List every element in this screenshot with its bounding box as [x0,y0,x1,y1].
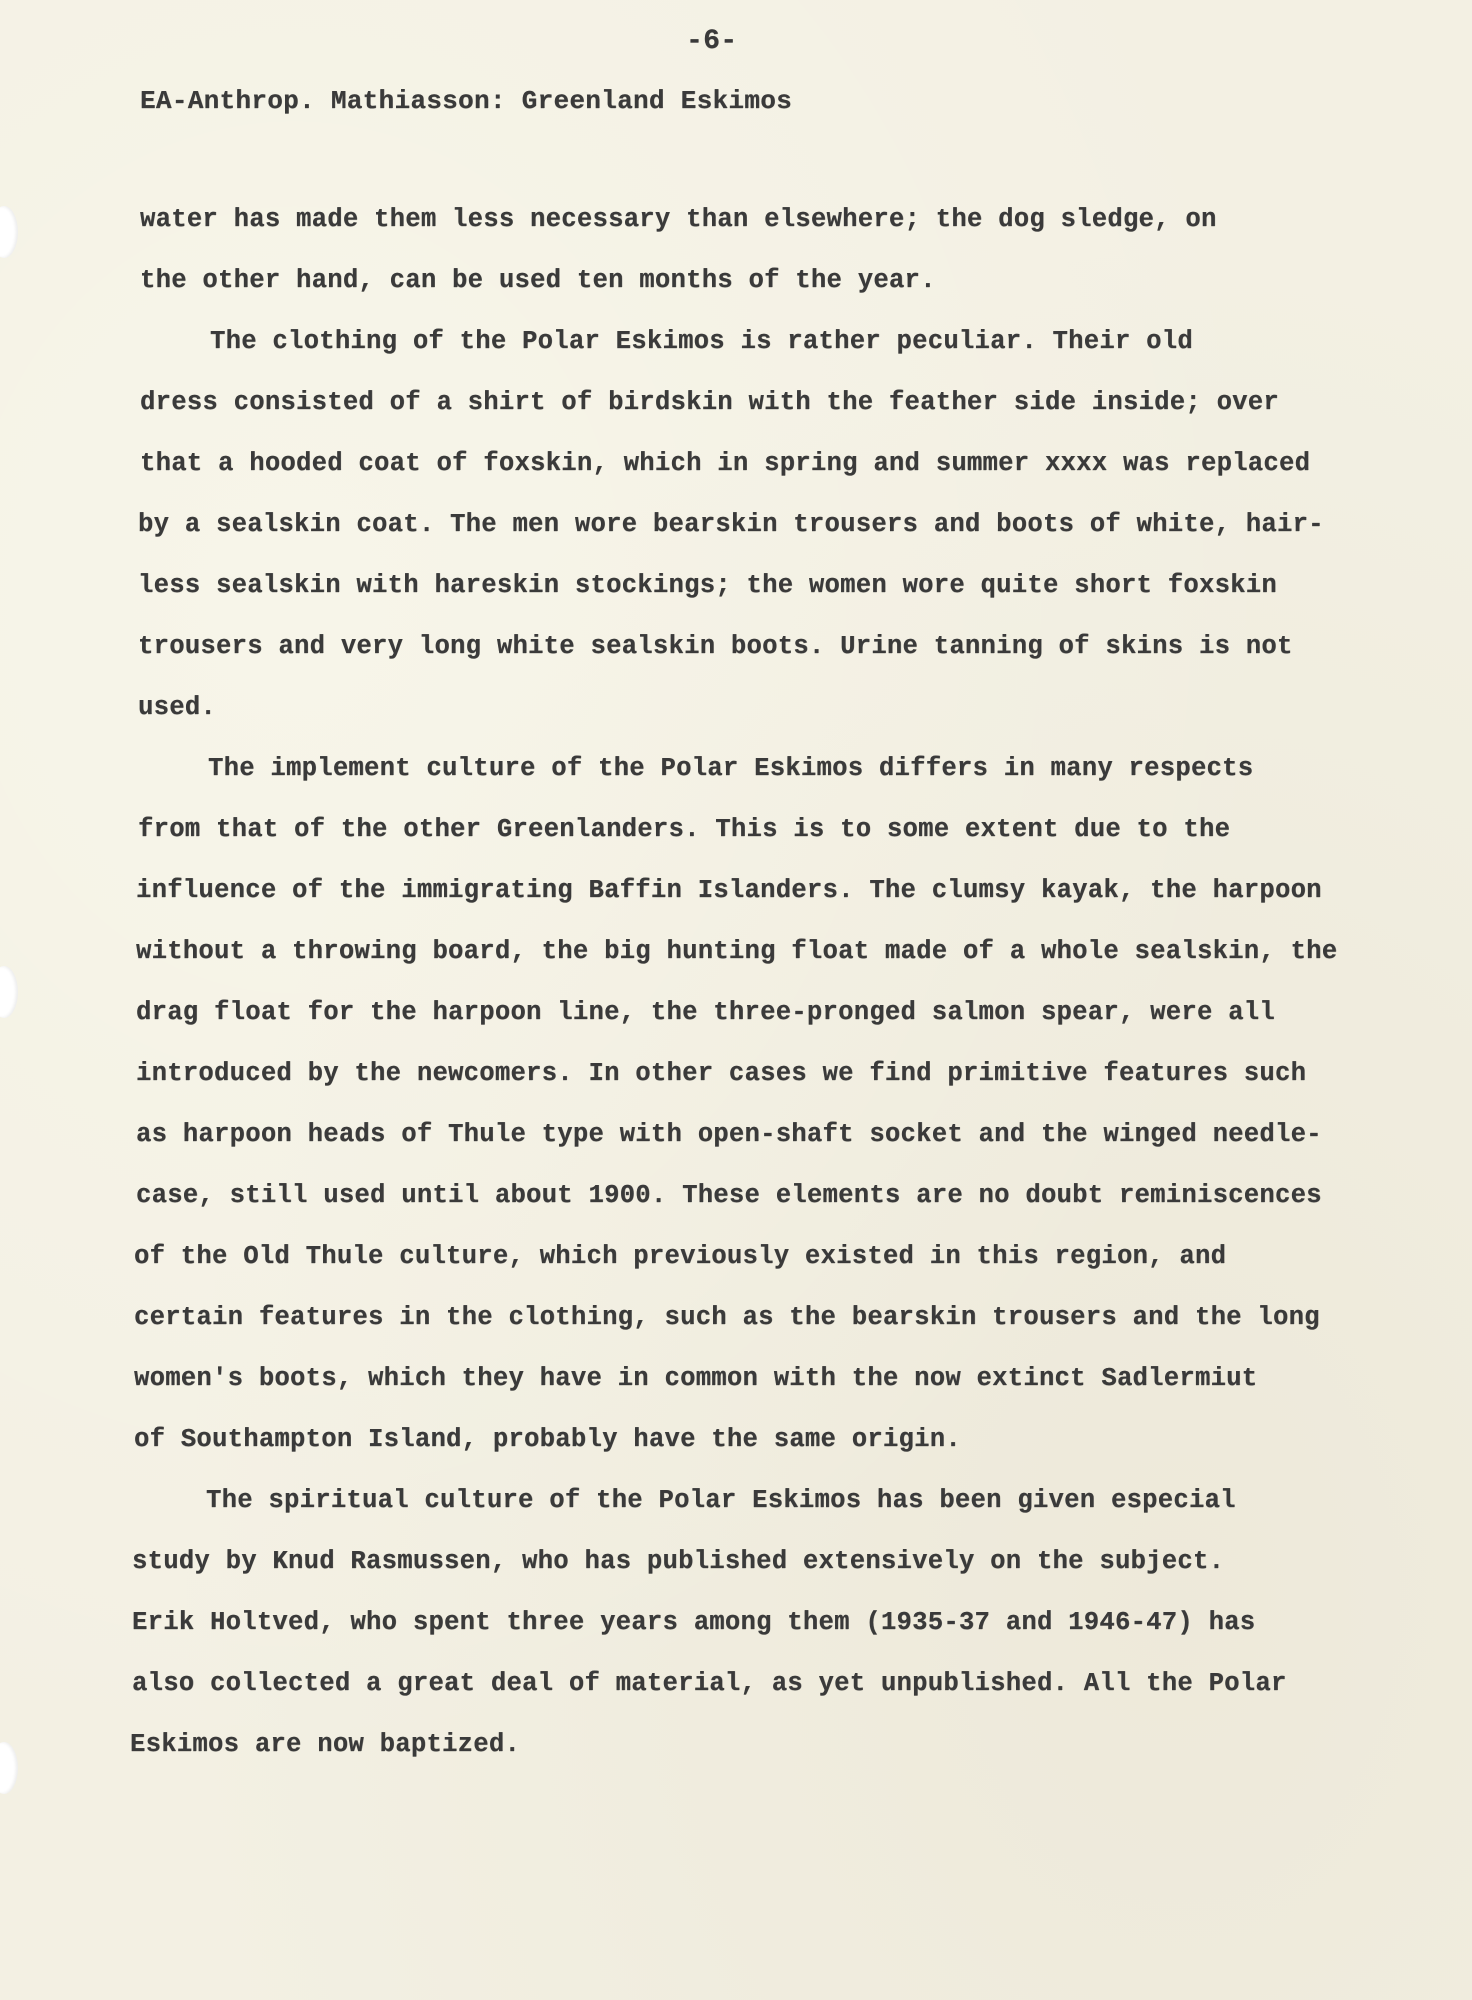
text-line: water has made them less necessary than elsewhere; the dog sledge, on [140,205,1217,234]
text-line: trousers and very long white sealskin boots. Urine tanning of skins is not [138,632,1293,661]
text-line: introduced by the newcomers. In other cases we find primitive features such [136,1059,1307,1088]
text-line: from that of the other Greenlanders. This is to some extent due to the [138,815,1231,844]
text-line: The implement culture of the Polar Eskimos differs in many respects [208,754,1254,783]
text-line: women's boots, which they have in common with the now extinct Sadlermiut [134,1364,1258,1393]
text-line: as harpoon heads of Thule type with open-shaft socket and the winged needle- [136,1120,1322,1149]
text-line: Erik Holtved, who spent three years among them (1935-37 and 1946-47) has [132,1608,1256,1637]
text-line: influence of the immigrating Baffin Islanders. The clumsy kayak, the harpoon [136,876,1322,905]
text-line: case, still used until about 1900. These elements are no doubt reminiscences [136,1181,1322,1210]
text-line: dress consisted of a shirt of birdskin with the feather side inside; over [140,388,1279,417]
text-line: certain features in the clothing, such as the bearskin trousers and the long [134,1303,1320,1332]
text-line: used. [138,693,217,722]
text-line: by a sealskin coat. The men wore bearskin trousers and boots of white, hair- [138,510,1324,539]
text-line: less sealskin with hareskin stockings; the women wore quite short foxskin [138,571,1277,600]
text-line: The clothing of the Polar Eskimos is rather peculiar. Their old [210,327,1193,356]
document-header: EA-Anthrop. Mathiasson: Greenland Eskimos [140,86,793,116]
text-line: of the Old Thule culture, which previously existed in this region, and [134,1242,1227,1271]
text-line: also collected a great deal of material, as yet unpublished. All the Polar [132,1669,1287,1698]
page-number: -6- [686,26,738,57]
text-line: Eskimos are now baptized. [130,1730,521,1759]
text-line: drag float for the harpoon line, the three-pronged salmon spear, were all [136,998,1275,1027]
text-line: study by Knud Rasmussen, who has published extensively on the subject. [132,1547,1225,1576]
text-line: the other hand, can be used ten months of the year. [140,266,936,295]
text-line: that a hooded coat of foxskin, which in spring and summer xxxx was replaced [140,449,1311,478]
text-line: The spiritual culture of the Polar Eskimos has been given especial [206,1486,1236,1515]
text-line: without a throwing board, the big hunting float made of a whole sealskin, the [136,937,1338,966]
text-line: of Southampton Island, probably have the same origin. [134,1425,961,1454]
